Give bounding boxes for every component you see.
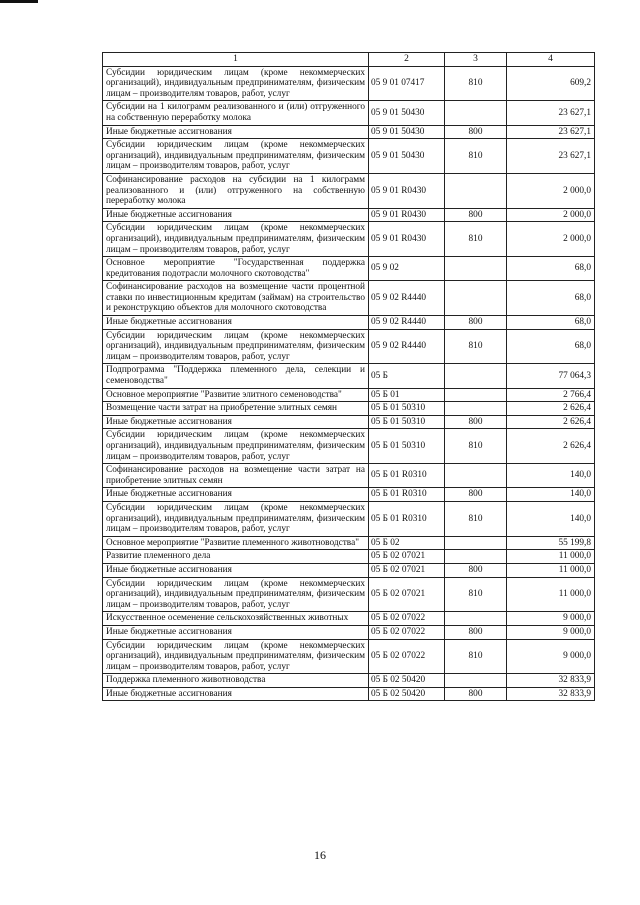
row-type-cell (445, 402, 507, 416)
row-name-cell: Субсидии юридическим лицам (кроме некоммерческих организаций), индивидуальным предпринимателям, физическим лицам – производителям товаров, работ, услуг (103, 66, 369, 101)
table-body (103, 53, 595, 701)
row-amount-cell: 2 626,4 (507, 402, 595, 416)
row-code-cell: 05 9 02 R4440 (369, 329, 445, 364)
row-name-cell: Субсидии юридическим лицам (кроме некоммерческих организаций), индивидуальным предпринимателям, физическим лицам – производителям товаров, работ, услуг (103, 577, 369, 612)
row-name-cell: Софинансирование расходов на возмещение части затрат на приобретение элитных семян (103, 464, 369, 488)
row-type-cell: 800 (445, 316, 507, 330)
row-amount-cell: 2 000,0 (507, 208, 595, 222)
row-amount-cell: 68,0 (507, 281, 595, 316)
row-type-cell (445, 388, 507, 402)
row-code-cell: 05 9 01 50430 (369, 101, 445, 125)
row-code-cell: 05 9 01 R0430 (369, 173, 445, 208)
row-name-cell: Софинансирование расходов на субсидии на 1 килограмм реализованного и (или) отгруженного на собственную переработку молока (103, 173, 369, 208)
row-code-cell: 05 Б 02 07021 (369, 563, 445, 577)
row-amount-cell: 140,0 (507, 501, 595, 536)
row-code-cell: 05 Б 02 07022 (369, 625, 445, 639)
budget-table (102, 52, 595, 701)
row-code-cell: 05 9 02 (369, 257, 445, 281)
row-amount-cell: 68,0 (507, 257, 595, 281)
page-number: 16 (314, 848, 326, 862)
row-code-cell: 05 Б 01 50310 (369, 402, 445, 416)
row-type-cell (445, 281, 507, 316)
table-row (103, 563, 595, 577)
table-row (103, 536, 595, 550)
row-type-cell: 810 (445, 139, 507, 174)
row-type-cell: 800 (445, 687, 507, 701)
table-row (103, 687, 595, 701)
table-row (103, 281, 595, 316)
row-type-cell: 800 (445, 208, 507, 222)
table-row (103, 222, 595, 257)
row-name-cell: Субсидии юридическим лицам (кроме некоммерческих организаций), индивидуальным предпринимателям, физическим лицам – производителям товаров, работ, услуг (103, 139, 369, 174)
row-type-cell: 810 (445, 329, 507, 364)
table-row (103, 501, 595, 536)
header-col-3: 3 (445, 53, 507, 67)
table-row (103, 488, 595, 502)
row-code-cell: 05 Б 01 R0310 (369, 488, 445, 502)
row-code-cell: 05 Б 01 50310 (369, 429, 445, 464)
row-code-cell: 05 Б 01 50310 (369, 415, 445, 429)
row-amount-cell: 68,0 (507, 329, 595, 364)
table-row (103, 415, 595, 429)
table-row (103, 316, 595, 330)
row-name-cell: Субсидии юридическим лицам (кроме некоммерческих организаций), индивидуальным предпринимателям, физическим лицам – производителям товаров, работ, услуг (103, 639, 369, 674)
corner-mark (0, 0, 38, 3)
row-code-cell: 05 Б 02 50420 (369, 674, 445, 688)
row-type-cell: 800 (445, 415, 507, 429)
table-row (103, 639, 595, 674)
row-type-cell: 800 (445, 563, 507, 577)
row-name-cell: Иные бюджетные ассигнования (103, 687, 369, 701)
row-code-cell: 05 9 01 R0430 (369, 222, 445, 257)
table-row (103, 577, 595, 612)
row-name-cell: Основное мероприятие "Государственная поддержка кредитования подотрасли молочного скотоводства" (103, 257, 369, 281)
row-amount-cell: 23 627,1 (507, 139, 595, 174)
row-code-cell: 05 Б 02 07021 (369, 577, 445, 612)
row-amount-cell: 2 000,0 (507, 222, 595, 257)
table-row (103, 173, 595, 208)
row-name-cell: Иные бюджетные ассигнования (103, 625, 369, 639)
row-amount-cell: 140,0 (507, 488, 595, 502)
row-amount-cell: 2 626,4 (507, 415, 595, 429)
row-name-cell: Иные бюджетные ассигнования (103, 563, 369, 577)
table-row (103, 364, 595, 388)
table-row (103, 125, 595, 139)
row-code-cell: 05 Б 01 R0310 (369, 464, 445, 488)
header-col-4: 4 (507, 53, 595, 67)
row-type-cell (445, 550, 507, 564)
row-type-cell (445, 364, 507, 388)
row-code-cell: 05 9 01 50430 (369, 139, 445, 174)
row-type-cell: 810 (445, 639, 507, 674)
row-amount-cell: 2 000,0 (507, 173, 595, 208)
row-type-cell: 810 (445, 501, 507, 536)
table-row (103, 66, 595, 101)
row-type-cell: 810 (445, 66, 507, 101)
row-type-cell: 810 (445, 429, 507, 464)
row-amount-cell: 9 000,0 (507, 625, 595, 639)
row-name-cell: Возмещение части затрат на приобретение элитных семян (103, 402, 369, 416)
row-type-cell (445, 257, 507, 281)
row-code-cell: 05 9 01 50430 (369, 125, 445, 139)
row-amount-cell: 11 000,0 (507, 550, 595, 564)
row-name-cell: Развитие племенного дела (103, 550, 369, 564)
row-name-cell: Иные бюджетные ассигнования (103, 316, 369, 330)
row-name-cell: Субсидии юридическим лицам (кроме некоммерческих организаций), индивидуальным предпринимателям, физическим лицам – производителям товаров, работ, услуг (103, 429, 369, 464)
table-row (103, 208, 595, 222)
row-type-cell (445, 101, 507, 125)
table-row (103, 464, 595, 488)
row-code-cell: 05 9 01 R0430 (369, 208, 445, 222)
table-row (103, 429, 595, 464)
row-name-cell: Искусственное осеменение сельскохозяйственных животных (103, 612, 369, 626)
row-type-cell: 810 (445, 577, 507, 612)
row-amount-cell: 11 000,0 (507, 577, 595, 612)
table-row (103, 139, 595, 174)
row-type-cell: 800 (445, 625, 507, 639)
table-row (103, 625, 595, 639)
row-code-cell: 05 Б 01 (369, 388, 445, 402)
row-code-cell: 05 Б 02 (369, 536, 445, 550)
row-amount-cell: 2 766,4 (507, 388, 595, 402)
row-code-cell: 05 Б 02 07021 (369, 550, 445, 564)
row-name-cell: Иные бюджетные ассигнования (103, 208, 369, 222)
table-row (103, 257, 595, 281)
row-code-cell: 05 9 02 R4440 (369, 316, 445, 330)
row-type-cell (445, 464, 507, 488)
row-amount-cell: 2 626,4 (507, 429, 595, 464)
row-amount-cell: 609,2 (507, 66, 595, 101)
row-code-cell: 05 Б (369, 364, 445, 388)
row-type-cell: 810 (445, 222, 507, 257)
header-col-1: 1 (103, 53, 369, 67)
row-code-cell: 05 Б 02 50420 (369, 687, 445, 701)
row-name-cell: Иные бюджетные ассигнования (103, 125, 369, 139)
row-amount-cell: 32 833,9 (507, 674, 595, 688)
row-amount-cell: 68,0 (507, 316, 595, 330)
row-name-cell: Иные бюджетные ассигнования (103, 488, 369, 502)
row-name-cell: Субсидии юридическим лицам (кроме некоммерческих организаций), индивидуальным предпринимателям, физическим лицам – производителям товаров, работ, услуг (103, 222, 369, 257)
row-amount-cell: 23 627,1 (507, 125, 595, 139)
row-type-cell (445, 612, 507, 626)
row-type-cell: 800 (445, 488, 507, 502)
row-name-cell: Субсидии юридическим лицам (кроме некоммерческих организаций), индивидуальным предпринимателям, физическим лицам – производителям товаров, работ, услуг (103, 501, 369, 536)
row-amount-cell: 55 199,8 (507, 536, 595, 550)
row-code-cell: 05 Б 02 07022 (369, 612, 445, 626)
row-code-cell: 05 9 02 R4440 (369, 281, 445, 316)
row-amount-cell: 9 000,0 (507, 612, 595, 626)
row-type-cell (445, 173, 507, 208)
row-code-cell: 05 Б 02 07022 (369, 639, 445, 674)
row-type-cell (445, 674, 507, 688)
row-type-cell: 800 (445, 125, 507, 139)
row-amount-cell: 23 627,1 (507, 101, 595, 125)
header-col-2: 2 (369, 53, 445, 67)
row-name-cell: Основное мероприятие "Развитие элитного семеноводства" (103, 388, 369, 402)
table-row (103, 101, 595, 125)
row-code-cell: 05 9 01 07417 (369, 66, 445, 101)
table-row (103, 550, 595, 564)
table-row (103, 402, 595, 416)
row-name-cell: Основное мероприятие "Развитие племенного животноводства" (103, 536, 369, 550)
table-row (103, 388, 595, 402)
row-amount-cell: 140,0 (507, 464, 595, 488)
row-amount-cell: 9 000,0 (507, 639, 595, 674)
row-name-cell: Субсидии на 1 килограмм реализованного и (или) отгруженного на собственную переработку молока (103, 101, 369, 125)
row-name-cell: Иные бюджетные ассигнования (103, 415, 369, 429)
table-row (103, 674, 595, 688)
row-amount-cell: 32 833,9 (507, 687, 595, 701)
row-code-cell: 05 Б 01 R0310 (369, 501, 445, 536)
row-amount-cell: 77 064,3 (507, 364, 595, 388)
row-name-cell: Подпрограмма "Поддержка племенного дела, селекции и семеноводства" (103, 364, 369, 388)
table-row (103, 612, 595, 626)
table-header-row (103, 53, 595, 67)
row-name-cell: Софинансирование расходов на возмещение части процентной ставки по инвестиционным кредитам (займам) на строительство и реконструкцию объектов для молочного скотоводства (103, 281, 369, 316)
row-type-cell (445, 536, 507, 550)
row-name-cell: Субсидии юридическим лицам (кроме некоммерческих организаций), индивидуальным предпринимателям, физическим лицам – производителям товаров, работ, услуг (103, 329, 369, 364)
row-amount-cell: 11 000,0 (507, 563, 595, 577)
table-row (103, 329, 595, 364)
row-name-cell: Поддержка племенного животноводства (103, 674, 369, 688)
